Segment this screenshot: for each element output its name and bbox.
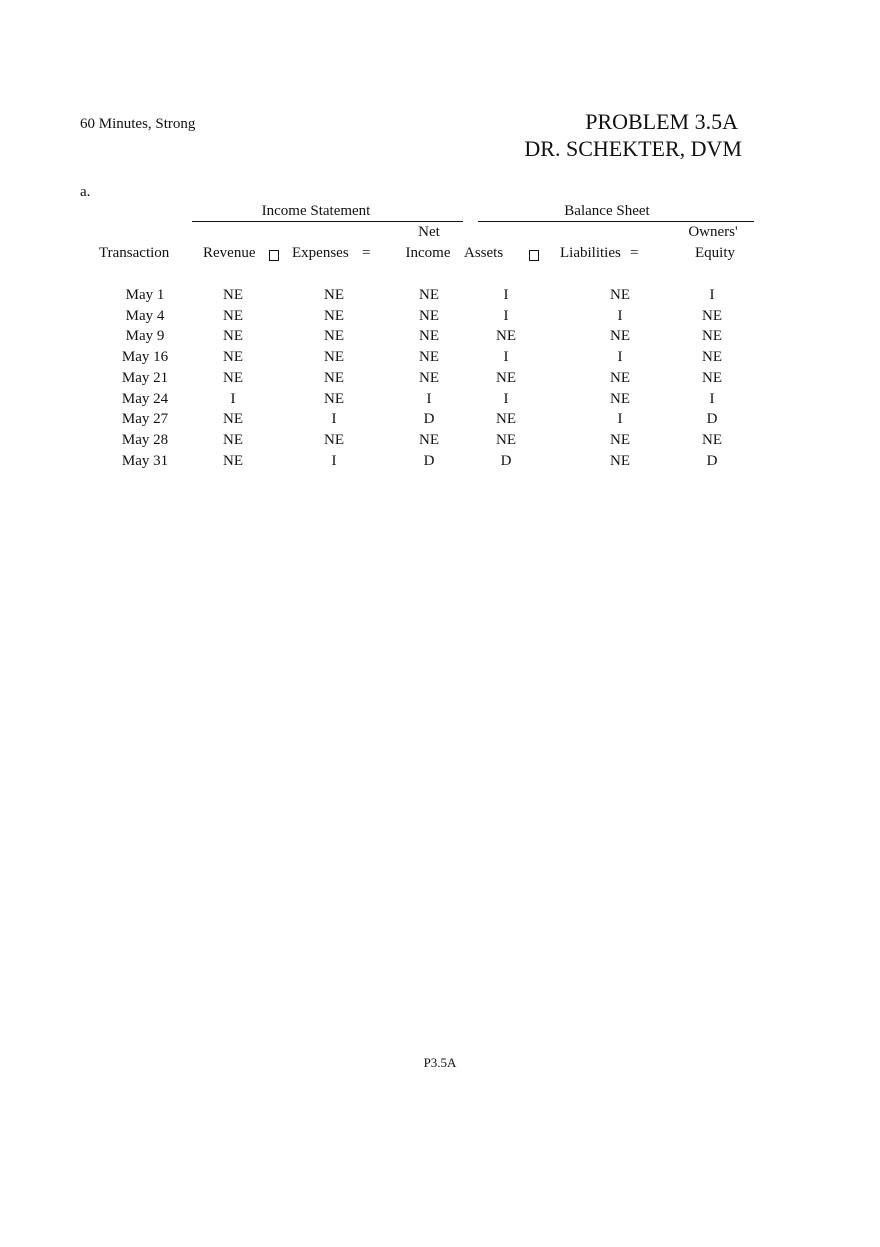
balance-sheet-rule [478, 221, 754, 222]
cell-assets: NE [496, 431, 516, 448]
cell-owners-equity: NE [702, 307, 722, 324]
col-owners-top: Owners' [688, 224, 738, 240]
cell-liabilities: NE [610, 431, 630, 448]
page-footer: P3.5A [423, 1055, 457, 1070]
cell-revenue: NE [223, 411, 243, 428]
col-net-bottom: Income [405, 245, 451, 261]
cell-date: May 28 [121, 431, 169, 448]
cell-net-income: NE [419, 328, 439, 345]
minus-box-icon [269, 250, 279, 261]
cell-date: May 16 [121, 349, 169, 366]
col-transaction: Transaction [99, 245, 170, 261]
cell-revenue: NE [223, 431, 243, 448]
cell-liabilities: NE [610, 369, 630, 386]
equals-sign: = [630, 245, 639, 261]
cell-expenses: I [331, 411, 337, 428]
cell-date: May 4 [125, 307, 165, 324]
cell-assets: NE [496, 369, 516, 386]
col-owners-bottom: Equity [695, 245, 735, 261]
col-revenue: Revenue [203, 245, 256, 261]
cell-revenue: NE [223, 307, 243, 324]
cell-expenses: NE [324, 307, 344, 324]
col-liabilities: Liabilities [560, 245, 621, 261]
cell-liabilities: I [617, 307, 623, 324]
income-statement-rule [192, 221, 463, 222]
cell-net-income: D [423, 452, 435, 469]
cell-assets: D [500, 452, 512, 469]
part-label: a. [80, 184, 91, 200]
cell-assets: I [503, 349, 509, 366]
cell-net-income: NE [419, 287, 439, 303]
cell-revenue: NE [223, 452, 243, 469]
plus-box-icon [529, 250, 539, 261]
cell-net-income: I [426, 390, 432, 407]
cell-revenue: NE [223, 349, 243, 366]
cell-net-income: NE [419, 307, 439, 324]
cell-owners-equity: NE [702, 328, 722, 345]
cell-expenses: NE [324, 287, 344, 303]
cell-owners-equity: NE [702, 369, 722, 386]
cell-revenue: I [230, 390, 236, 407]
cell-assets: I [503, 307, 509, 324]
cell-net-income: D [423, 411, 435, 428]
equals-sign: = [362, 245, 371, 261]
problem-title: PROBLEM 3.5A [585, 109, 738, 134]
cell-date: May 1 [125, 287, 165, 303]
cell-owners-equity: I [709, 287, 715, 303]
cell-liabilities: I [617, 349, 623, 366]
cell-liabilities: NE [610, 287, 630, 303]
cell-assets: NE [496, 411, 516, 428]
cell-expenses: NE [324, 431, 344, 448]
col-assets: Assets [464, 245, 504, 261]
cell-expenses: NE [324, 328, 344, 345]
col-net-top: Net [418, 224, 440, 240]
time-difficulty: 60 Minutes, Strong [80, 116, 196, 132]
cell-assets: NE [496, 328, 516, 345]
cell-expenses: NE [324, 349, 344, 366]
cell-expenses: NE [324, 390, 344, 407]
cell-date: May 21 [121, 369, 169, 386]
company-name: DR. SCHEKTER, DVM [524, 136, 742, 161]
cell-revenue: NE [223, 369, 243, 386]
cell-date: May 9 [125, 328, 165, 345]
cell-liabilities: I [617, 411, 623, 428]
cell-revenue: NE [223, 328, 243, 345]
cell-liabilities: NE [610, 328, 630, 345]
balance-sheet-heading: Balance Sheet [564, 203, 650, 219]
cell-net-income: NE [419, 349, 439, 366]
cell-liabilities: NE [610, 452, 630, 469]
cell-owners-equity: D [706, 411, 718, 428]
col-expenses: Expenses [292, 245, 349, 261]
cell-liabilities: NE [610, 390, 630, 407]
cell-net-income: NE [419, 369, 439, 386]
cell-revenue: NE [223, 287, 243, 303]
cell-assets: I [503, 287, 509, 303]
cell-owners-equity: NE [702, 349, 722, 366]
cell-owners-equity: NE [702, 431, 722, 448]
cell-expenses: I [331, 452, 337, 469]
cell-owners-equity: D [706, 452, 718, 469]
income-statement-heading: Income Statement [261, 203, 371, 219]
cell-date: May 24 [121, 390, 169, 407]
cell-expenses: NE [324, 369, 344, 386]
cell-date: May 31 [121, 452, 169, 469]
cell-assets: I [503, 390, 509, 407]
cell-net-income: NE [419, 431, 439, 448]
cell-date: May 27 [121, 411, 169, 428]
cell-owners-equity: I [709, 390, 715, 407]
